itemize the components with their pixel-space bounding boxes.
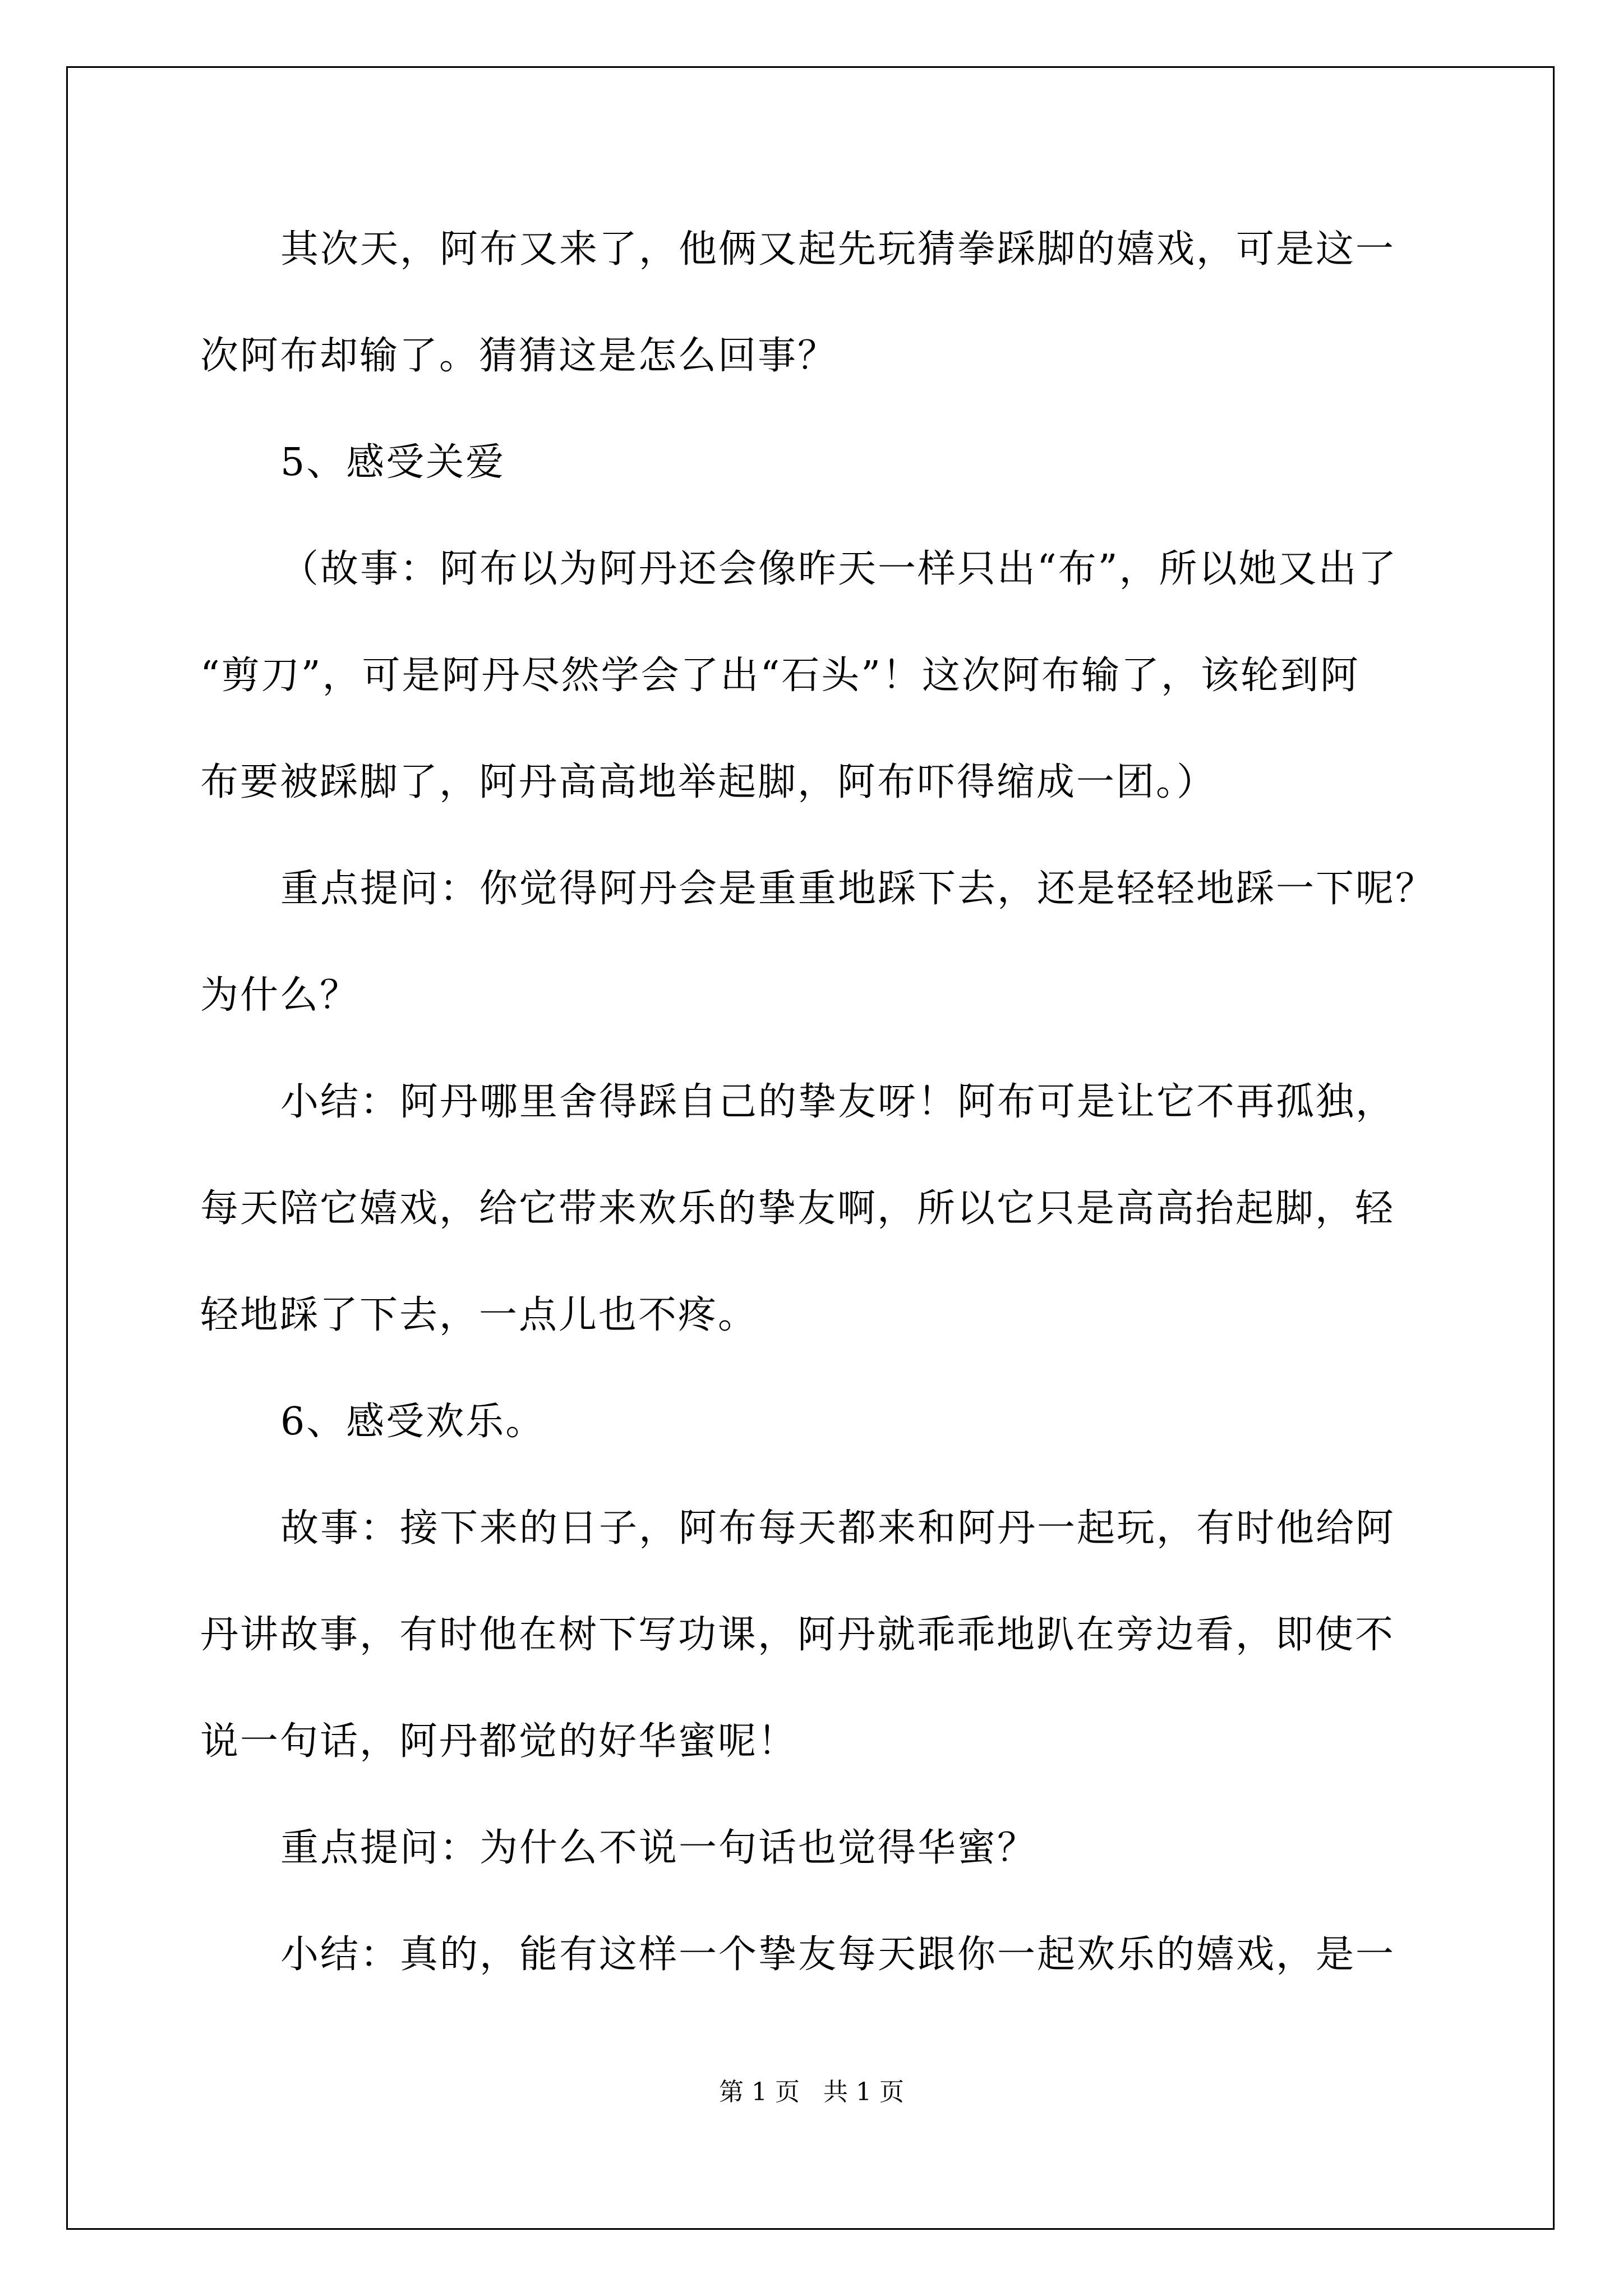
paragraph-line: 重点提问：为什么不说一句话也觉得华蜜？ (280, 1826, 1038, 1870)
paragraph-line: 其次天，阿布又来了，他俩又起先玩猜拳踩脚的嬉戏，可是这一 (280, 227, 1396, 272)
paragraph-line: 小结：阿丹哪里舍得踩自己的挚友呀！阿布可是让它不再孤独， (280, 1080, 1396, 1124)
paragraph-line: 故事：接下来的日子，阿布每天都来和阿丹一起玩，有时他给阿 (280, 1506, 1396, 1550)
paragraph-line: 丹讲故事，有时他在树下写功课，阿丹就乖乖地趴在旁边看，即使不 (200, 1613, 1395, 1657)
page-border (66, 66, 1555, 2230)
paragraph-line: 小结：真的，能有这样一个挚友每天跟你一起欢乐的嬉戏，是一 (280, 1932, 1396, 1977)
paragraph-line: 次阿布却输了。猜猜这是怎么回事？ (200, 334, 838, 378)
paragraph-line: （故事：阿布以为阿丹还会像昨天一样只出“布”，所以她又出了 (280, 547, 1398, 591)
paragraph-line: “剪刀”，可是阿丹尽然学会了出“石头”！这次阿布输了，该轮到阿 (200, 654, 1361, 698)
paragraph-line: 说一句话，阿丹都觉的好华蜜呢！ (200, 1719, 798, 1764)
paragraph-line: 布要被踩脚了，阿丹高高地举起脚，阿布吓得缩成一团。） (200, 760, 1217, 804)
paragraph-line: 重点提问：你觉得阿丹会是重重地踩下去，还是轻轻地踩一下呢？ (280, 867, 1436, 911)
section-heading: 6、感受欢乐。 (280, 1400, 546, 1444)
paragraph-line: 每天陪它嬉戏，给它带来欢乐的挚友啊，所以它只是高高抬起脚，轻 (200, 1186, 1395, 1231)
page-number: 第 1 页 共 1 页 (719, 2078, 904, 2106)
paragraph-line: 为什么？ (200, 973, 360, 1018)
paragraph-line: 轻地踩了下去，一点儿也不疼。 (200, 1293, 758, 1337)
section-heading: 5、感受关爱 (280, 440, 506, 485)
